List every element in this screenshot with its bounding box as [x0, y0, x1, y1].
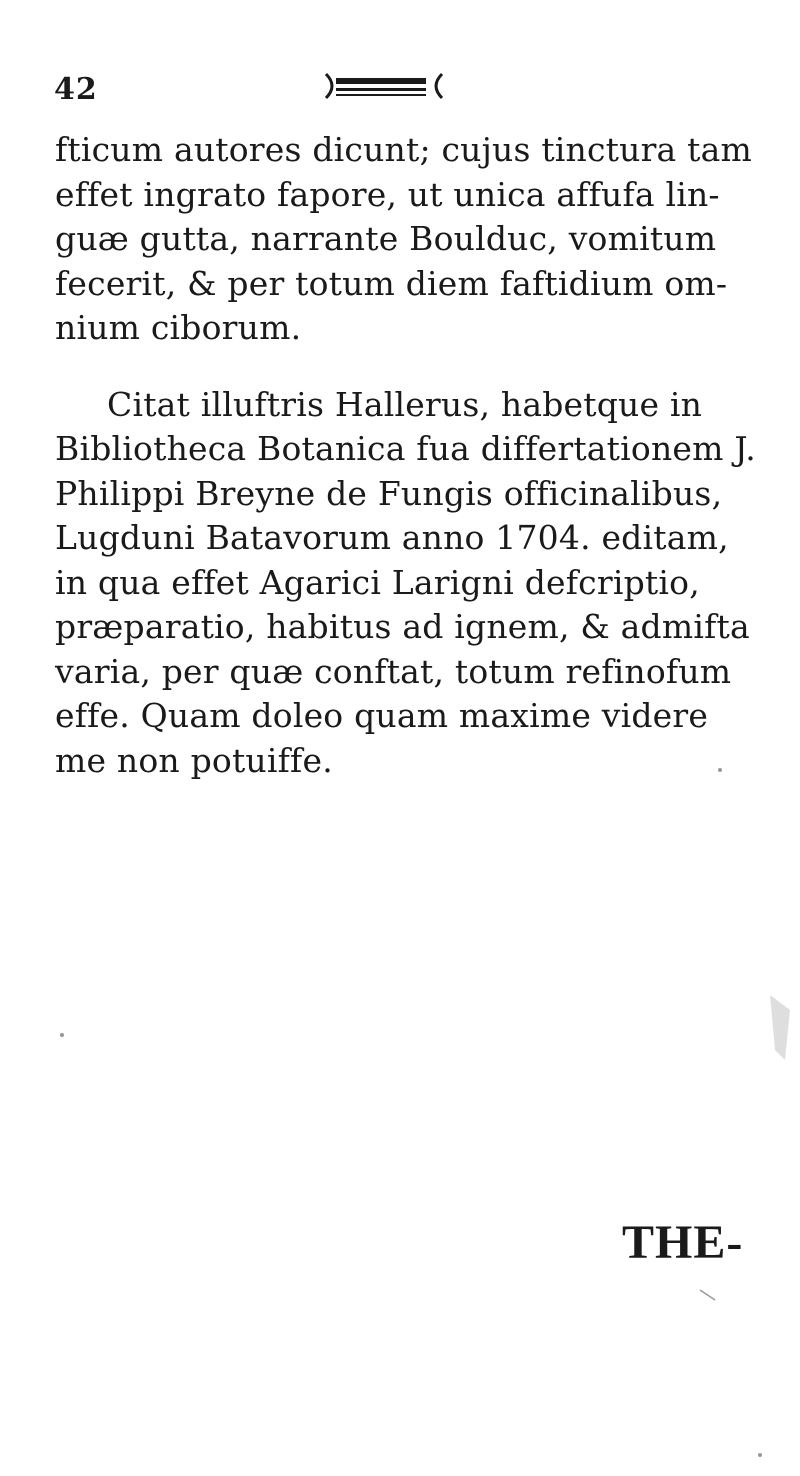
text-line: varia, per quæ conftat, totum refinofum: [55, 651, 732, 691]
text-line: Philippi Breyne de Fungis officinalibus,: [55, 473, 723, 513]
text-line: effe. Quam doleo quam maxime videre: [55, 696, 709, 735]
header-ornament-icon: [318, 66, 448, 106]
text-line: Lugduni Batavorum anno 1704. editam,: [55, 518, 729, 557]
text-line: in qua effet Agarici Larigni defcriptio,: [55, 562, 700, 602]
paragraph-2: [55, 383, 775, 784]
text-line: fticum autores dicunt; cujus tinctura tam: [55, 130, 752, 169]
text-line: guæ gutta, narrante Boulduc, vomitum: [55, 219, 717, 258]
body-text: [55, 128, 775, 783]
page-number: 42: [54, 72, 98, 107]
text-line: me non potuiffe.: [55, 740, 333, 780]
text-line: nium ciborum.: [55, 308, 302, 347]
paragraph-1: [55, 128, 775, 351]
text-line: præparatio, habitus ad ignem, & admifta: [55, 607, 750, 646]
catchword: THE-: [622, 1216, 744, 1269]
text-line: Citat illuftris Hallerus, habetque in: [107, 384, 703, 424]
text-line: fecerit, & per totum diem faftidium om-: [55, 263, 728, 303]
text-line: Bibliotheca Botanica fua differtationem J.: [55, 429, 756, 468]
text-line: effet ingrato fapore, ut unica affufa lin-: [55, 174, 720, 214]
